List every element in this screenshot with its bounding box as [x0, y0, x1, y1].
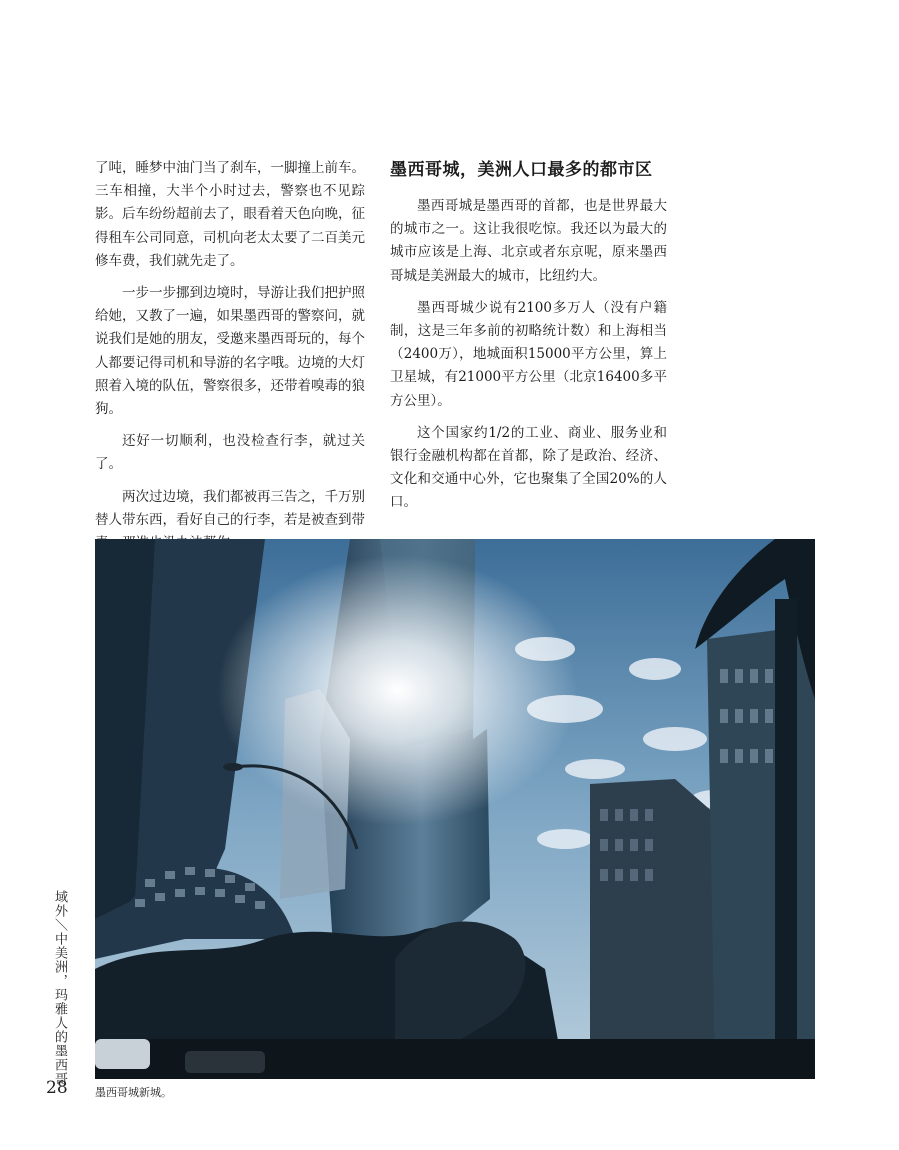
- paragraph: 两次过边境，我们都被再三告之，千万别替人带东西，看好自己的行李，若是被查到带: [95, 488, 365, 528]
- right-text-column: [390, 157, 667, 524]
- paragraph: 墨西哥城少说有2100多万人（没有户籍制，这是三年多前的初略统计数）和上海相当（2400万），地城面积15000平方公里，算上卫星城，有21000平方公里（北京16400多平方公里）。: [390, 299, 667, 409]
- left-text-column: [95, 157, 365, 564]
- section-heading: 墨西哥城，美洲人口最多的都市区: [390, 160, 653, 180]
- paragraph: 了吨，睡梦中油门当了刹车，一脚撞上前车。三车相撞，大半个小时过去，警察也不见踪影。后车纷纷超前去了，眼看着天色向晚，征得租车公司同意，司机向老太太要了二百美元修车费，我们就先走了。: [95, 160, 365, 269]
- paragraph: 墨西哥城是墨西哥的首都，也是世界最大的城市之一。这让我很吃惊。我还以为最大的城市应该是上海、北京或者东京呢，原来墨西哥城是美洲最大的城市，比纽约大。: [390, 198, 667, 284]
- running-head: 域外＼中美洲，玛雅人的墨西哥: [52, 890, 67, 1086]
- city-skyline-photo: [95, 539, 815, 1079]
- paragraph: 一步一步挪到边境时，导游让我们把护照给她，又教了一遍，如果墨西哥的警察问，就说我们是她的朋友，受邀来墨西哥玩的，每个人都要记得司机和导游的名字哦。边境的大灯照着入境的队伍，警察很多，还带着嗅毒的狼狗。: [95, 285, 365, 418]
- page-number: 28: [46, 1078, 68, 1098]
- paragraph: 还好一切顺利，也没检查行李，就过关了。: [95, 433, 365, 473]
- photo-caption: 墨西哥城新城。: [95, 1086, 172, 1099]
- paragraph: 这个国家约1/2的工业、商业、服务业和银行金融机构都在首都，除了是政治、经济、文化和交通中心外，它也聚集了全国20%的人口。: [390, 424, 667, 511]
